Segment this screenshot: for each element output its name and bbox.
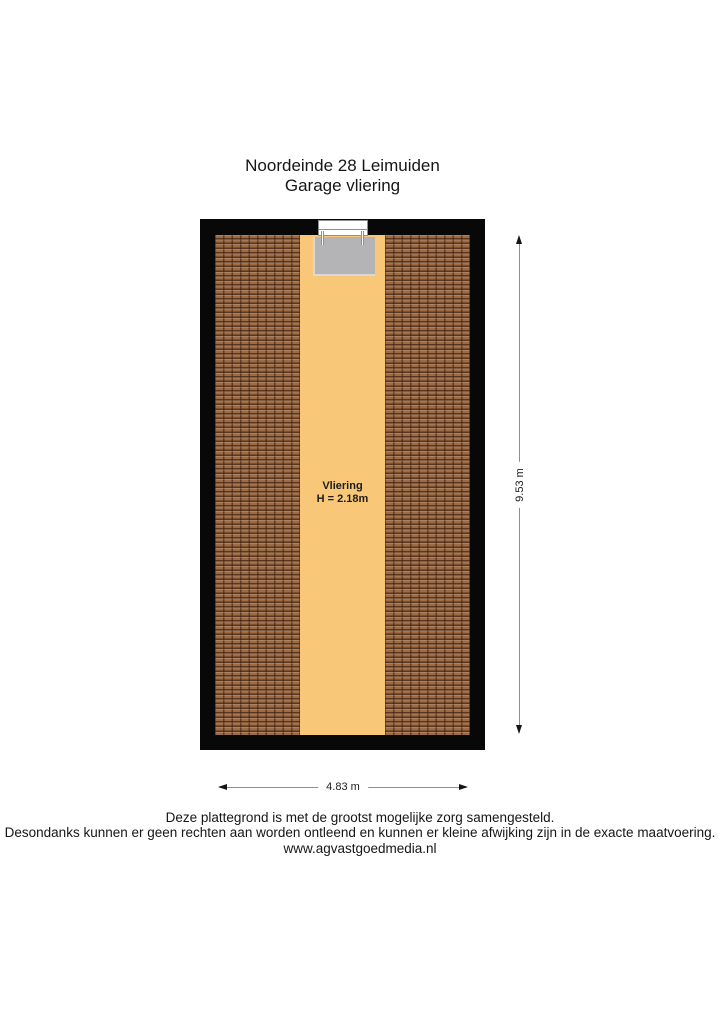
arrow-right-icon [459, 784, 468, 790]
title-subtitle: Garage vliering [284, 175, 401, 195]
disclaimer-line-1: Deze plattegrond is met de grootst mogelijke zorg samengesteld. [165, 810, 555, 825]
room-name: Vliering [322, 480, 363, 492]
title-address: Noordeinde 28 Leimuiden [245, 156, 440, 175]
frame-jamb-left [321, 231, 324, 245]
room-height-label: H = 2.18m [316, 493, 369, 505]
arrow-down-icon [516, 725, 522, 734]
floorplan-drawing [200, 219, 485, 750]
arrow-up-icon [516, 235, 522, 244]
arrow-left-icon [218, 784, 227, 790]
page-title [200, 156, 485, 195]
disclaimer-line-2: Desondanks kunnen er geen rechten aan worden ontleend en kunnen er kleine afwijking zijn in de exacte maatvoering. [4, 825, 716, 841]
dimension-height-value: 9.53 m [514, 462, 526, 508]
roof-tiles-right [385, 235, 470, 735]
dimension-vertical [515, 235, 524, 734]
website-url: www.agvastgoedmedia.nl [283, 840, 437, 856]
disclaimer [0, 810, 720, 856]
room-label [300, 480, 385, 506]
roof-tiles-left [215, 235, 300, 735]
frame-midline [319, 229, 367, 230]
dimension-width-value: 4.83 m [318, 781, 368, 793]
dimension-horizontal [218, 781, 468, 793]
frame-jamb-right [361, 231, 364, 245]
